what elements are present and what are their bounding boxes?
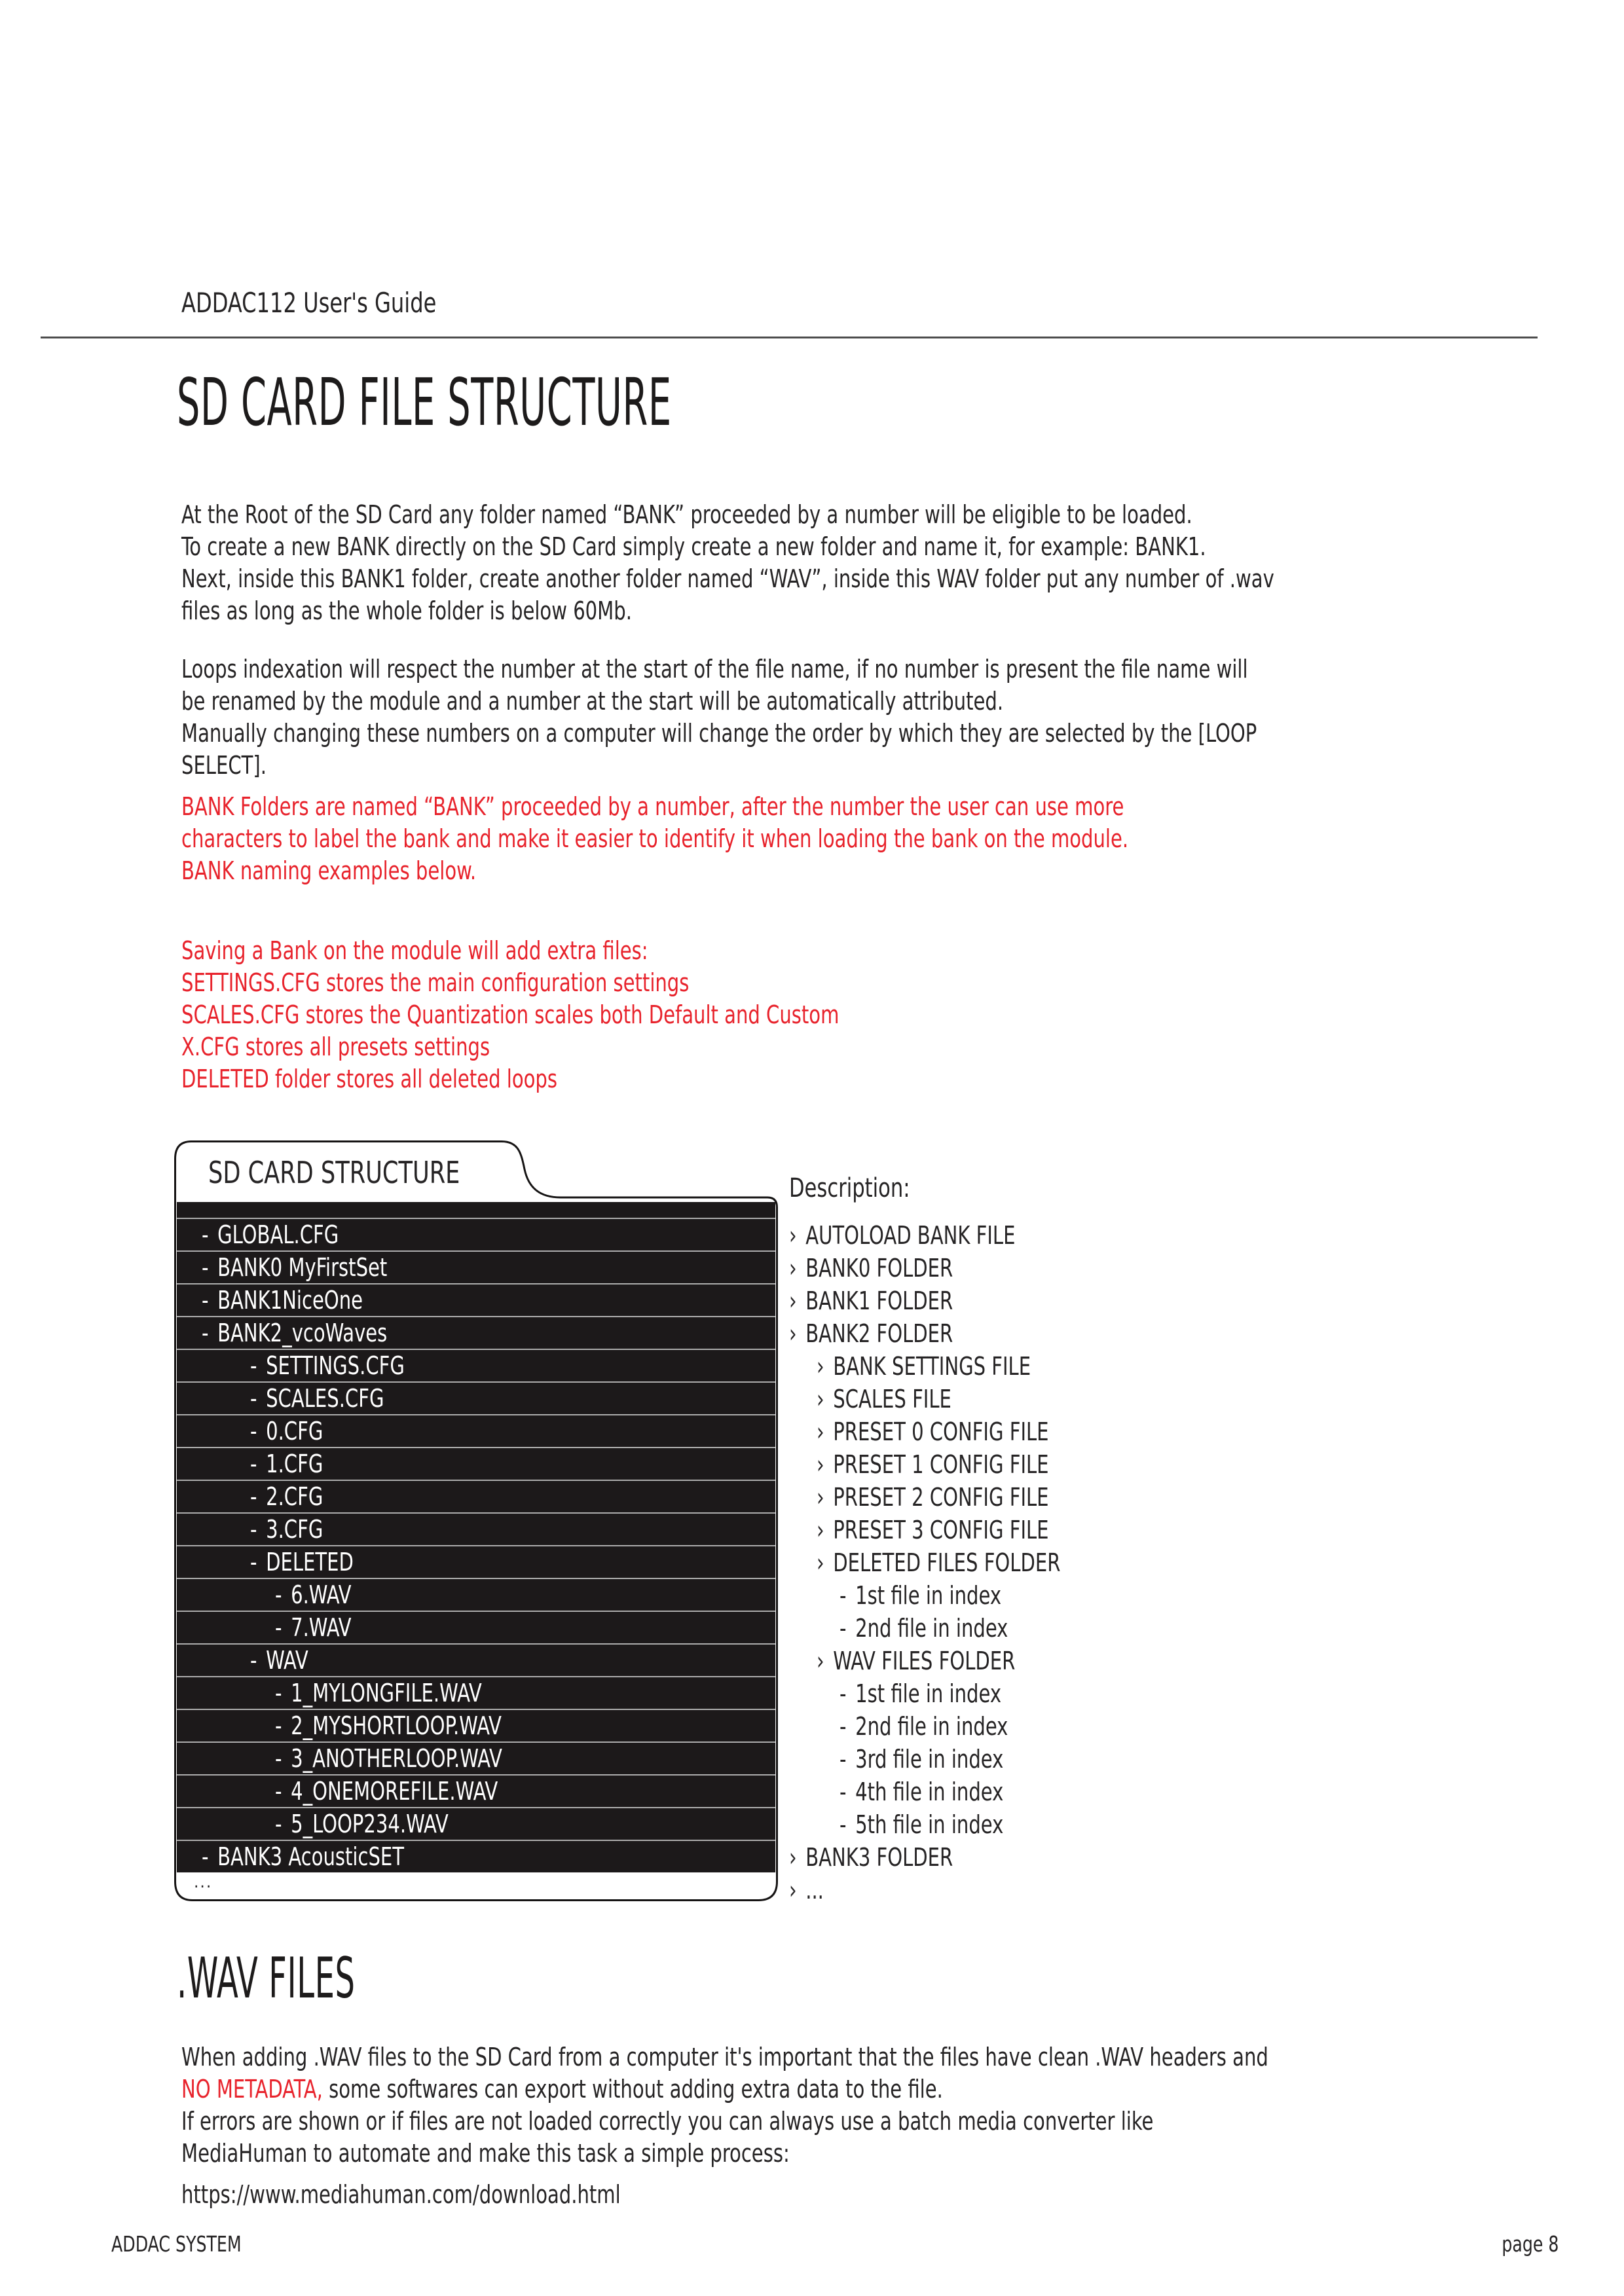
item-bullet: - <box>840 1745 847 1774</box>
page-title: SD CARD FILE STRUCTURE <box>177 364 672 441</box>
item-bullet: › <box>789 1221 797 1250</box>
tree-row <box>177 1579 775 1612</box>
row-label: 4_ONEMOREFILE.WAV <box>291 1777 498 1806</box>
paragraph-line: When adding .WAV files to the SD Card from a computer it's important that the files have clean .WAV headers and <box>181 2043 1268 2071</box>
tree-row <box>177 1514 775 1546</box>
row-bullet: - <box>250 1548 257 1576</box>
item-bullet: - <box>840 1581 847 1610</box>
paragraph-line: SELECT]. <box>181 751 267 780</box>
bank-naming-note <box>181 791 1295 887</box>
description-heading: Description: <box>789 1173 910 1203</box>
item-text: BANK2 FOLDER <box>805 1319 953 1348</box>
item-text: PRESET 2 CONFIG FILE <box>833 1483 1049 1512</box>
tree-row <box>177 1448 775 1481</box>
mediahuman-link[interactable]: https://www.mediahuman.com/download.html <box>181 2180 621 2209</box>
row-bullet: - <box>202 1842 209 1871</box>
item-text: 2nd file in index <box>855 1614 1008 1643</box>
row-label: 3.CFG <box>266 1515 323 1544</box>
item-text: AUTOLOAD BANK FILE <box>805 1221 1016 1250</box>
row-bullet: - <box>275 1580 282 1609</box>
row-bullet: - <box>275 1810 282 1838</box>
description-item <box>789 1350 1103 1383</box>
note-line: characters to label the bank and make it easier to identify it when loading the bank on the module. <box>181 824 1129 853</box>
description-item <box>789 1219 1103 1252</box>
note-line: X.CFG stores all presets settings <box>181 1032 490 1061</box>
item-text: 1st file in index <box>855 1581 1002 1610</box>
tree-ellipsis: ... <box>194 1872 213 1892</box>
row-bullet: - <box>202 1253 209 1282</box>
row-label: 0.CFG <box>266 1417 323 1446</box>
tree-row <box>177 1317 775 1350</box>
row-label: GLOBAL.CFG <box>217 1220 339 1249</box>
row-label: 1.CFG <box>266 1449 323 1478</box>
item-text: PRESET 3 CONFIG FILE <box>833 1516 1049 1544</box>
paragraph-line: NO METADATA, some softwares can export without adding extra data to the file. <box>181 2075 943 2104</box>
item-bullet: › <box>817 1483 824 1512</box>
row-bullet: - <box>250 1646 257 1675</box>
row-bullet: - <box>250 1351 257 1380</box>
indexation-paragraph <box>181 653 1447 782</box>
tree-row <box>177 1808 775 1841</box>
no-metadata-warning: NO METADATA, <box>181 2075 323 2104</box>
item-text: WAV FILES FOLDER <box>833 1647 1016 1675</box>
tree-row <box>177 1841 775 1872</box>
description-item <box>789 1645 1103 1677</box>
description-item <box>789 1481 1103 1514</box>
row-label: 6.WAV <box>291 1580 352 1609</box>
item-bullet: › <box>789 1286 797 1315</box>
row-label: BANK3 AcousticSET <box>217 1842 405 1871</box>
note-line: DELETED folder stores all deleted loops <box>181 1065 557 1093</box>
description-item <box>789 1776 1103 1808</box>
paragraph-line: At the Root of the SD Card any folder named “BANK” proceeded by a number will be eligible to be loaded. <box>181 500 1192 529</box>
item-text: 1st file in index <box>855 1679 1002 1708</box>
row-label: WAV <box>266 1646 308 1675</box>
item-text: 5th file in index <box>855 1810 1004 1839</box>
note-line: BANK naming examples below. <box>181 856 477 885</box>
wav-paragraph <box>181 2041 1460 2170</box>
note-line: BANK Folders are named “BANK” proceeded by a number, after the number the user can use more <box>181 792 1124 821</box>
item-text: 3rd file in index <box>855 1745 1004 1774</box>
row-bullet: - <box>202 1286 209 1315</box>
description-item <box>789 1841 1103 1874</box>
item-bullet: › <box>789 1876 797 1904</box>
paragraph-line: files as long as the whole folder is below 60Mb. <box>181 596 632 625</box>
description-item <box>789 1514 1103 1546</box>
row-label: 1_MYLONGFILE.WAV <box>291 1679 482 1707</box>
row-label: BANK1NiceOne <box>217 1286 363 1315</box>
description-item <box>789 1252 1103 1285</box>
row-bullet: - <box>275 1679 282 1707</box>
folder-tab-label: SD CARD STRUCTURE <box>208 1155 460 1190</box>
note-line: Saving a Bank on the module will add extra files: <box>181 936 648 965</box>
item-bullet: › <box>817 1516 824 1544</box>
item-bullet: - <box>840 1712 847 1741</box>
row-bullet: - <box>250 1482 257 1511</box>
paragraph-line: To create a new BANK directly on the SD Card simply create a new folder and name it, for example: BANK1. <box>181 532 1206 561</box>
tree-row <box>177 1415 775 1448</box>
saving-note <box>181 935 955 1095</box>
row-bullet: - <box>275 1711 282 1740</box>
item-text: 2nd file in index <box>855 1712 1008 1741</box>
description-list <box>789 1219 1103 1906</box>
tree-row <box>177 1645 775 1677</box>
item-bullet: › <box>789 1254 797 1283</box>
description-item <box>789 1285 1103 1317</box>
item-bullet: - <box>840 1614 847 1643</box>
row-label: 2.CFG <box>266 1482 323 1511</box>
item-bullet: › <box>817 1647 824 1675</box>
row-bullet: - <box>250 1515 257 1544</box>
tree-top-strip <box>177 1202 775 1219</box>
description-item <box>789 1710 1103 1743</box>
note-line: SCALES.CFG stores the Quantization scales both Default and Custom <box>181 1000 840 1029</box>
description-item <box>789 1579 1103 1612</box>
doc-header <box>181 287 481 319</box>
item-text: 4th file in index <box>855 1777 1004 1806</box>
item-bullet: - <box>840 1810 847 1839</box>
description-item <box>789 1448 1103 1481</box>
tree-row <box>177 1350 775 1383</box>
intro-paragraph <box>181 499 1467 627</box>
item-text: PRESET 0 CONFIG FILE <box>833 1417 1049 1446</box>
file-tree <box>177 1202 775 1872</box>
item-bullet: › <box>817 1385 824 1413</box>
row-label: 2_MYSHORTLOOP.WAV <box>291 1711 502 1740</box>
row-bullet: - <box>275 1613 282 1642</box>
tree-row <box>177 1285 775 1317</box>
row-label: 5_LOOP234.WAV <box>291 1810 449 1838</box>
description-item <box>789 1808 1103 1841</box>
item-bullet: › <box>817 1450 824 1479</box>
description-item <box>789 1383 1103 1415</box>
footer-page-number: page 8 <box>1501 2231 1559 2257</box>
header-rule <box>41 337 1538 338</box>
tree-row <box>177 1677 775 1710</box>
item-text: BANK1 FOLDER <box>805 1286 953 1315</box>
row-label: SETTINGS.CFG <box>266 1351 405 1380</box>
wav-files-title: .WAV FILES <box>177 1946 356 2011</box>
tree-row <box>177 1383 775 1415</box>
paragraph-line: Manually changing these numbers on a computer will change the order by which they are selected by the [LOOP <box>181 719 1257 748</box>
description-item <box>789 1677 1103 1710</box>
paragraph-line: Next, inside this BANK1 folder, create another folder named “WAV”, inside this WAV folder put any number of .wav <box>181 564 1274 593</box>
item-bullet: - <box>840 1679 847 1708</box>
item-text: BANK SETTINGS FILE <box>833 1352 1031 1381</box>
paragraph-line: be renamed by the module and a number at the start will be automatically attributed. <box>181 687 1004 716</box>
item-text: SCALES FILE <box>833 1385 951 1413</box>
item-bullet: › <box>817 1417 824 1446</box>
tree-row <box>177 1219 775 1252</box>
tree-row <box>177 1612 775 1645</box>
description-item <box>789 1317 1103 1350</box>
row-bullet: - <box>250 1417 257 1446</box>
tree-row <box>177 1710 775 1743</box>
description-item <box>789 1743 1103 1776</box>
paragraph-line: Loops indexation will respect the number at the start of the file name, if no number is present the file name will <box>181 655 1248 683</box>
item-text: ... <box>805 1876 824 1904</box>
row-bullet: - <box>275 1777 282 1806</box>
row-bullet: - <box>250 1384 257 1413</box>
row-bullet: - <box>250 1449 257 1478</box>
row-label: BANK0 MyFirstSet <box>217 1253 388 1282</box>
row-bullet: - <box>202 1220 209 1249</box>
item-text: DELETED FILES FOLDER <box>833 1548 1061 1577</box>
description-item <box>789 1874 1103 1906</box>
description-item <box>789 1546 1103 1579</box>
note-line: SETTINGS.CFG stores the main configuration settings <box>181 968 690 997</box>
tree-row <box>177 1481 775 1514</box>
row-label: 7.WAV <box>291 1613 352 1642</box>
description-item <box>789 1415 1103 1448</box>
description-item <box>789 1612 1103 1645</box>
item-bullet: › <box>789 1843 797 1872</box>
footer-brand: ADDAC SYSTEM <box>111 2231 242 2257</box>
item-text: PRESET 1 CONFIG FILE <box>833 1450 1049 1479</box>
item-text: BANK3 FOLDER <box>805 1843 953 1872</box>
row-bullet: - <box>202 1319 209 1347</box>
row-label: 3_ANOTHERLOOP.WAV <box>291 1744 502 1773</box>
row-bullet: - <box>275 1744 282 1773</box>
tree-row <box>177 1776 775 1808</box>
row-label: DELETED <box>266 1548 354 1576</box>
row-label: SCALES.CFG <box>266 1384 384 1413</box>
paragraph-line: If errors are shown or if files are not loaded correctly you can always use a batch media converter like <box>181 2107 1154 2136</box>
item-bullet: - <box>840 1777 847 1806</box>
tree-row <box>177 1546 775 1579</box>
paragraph-line: MediaHuman to automate and make this task a simple process: <box>181 2139 790 2168</box>
doc-header-text: ADDAC112 User's Guide <box>181 287 437 319</box>
tree-row <box>177 1743 775 1776</box>
sd-structure-diagram <box>174 1140 778 1901</box>
item-bullet: › <box>817 1352 824 1381</box>
tree-row <box>177 1252 775 1285</box>
row-label: BANK2_vcoWaves <box>217 1319 388 1347</box>
item-bullet: › <box>789 1319 797 1348</box>
item-bullet: › <box>817 1548 824 1577</box>
item-text: BANK0 FOLDER <box>805 1254 953 1283</box>
